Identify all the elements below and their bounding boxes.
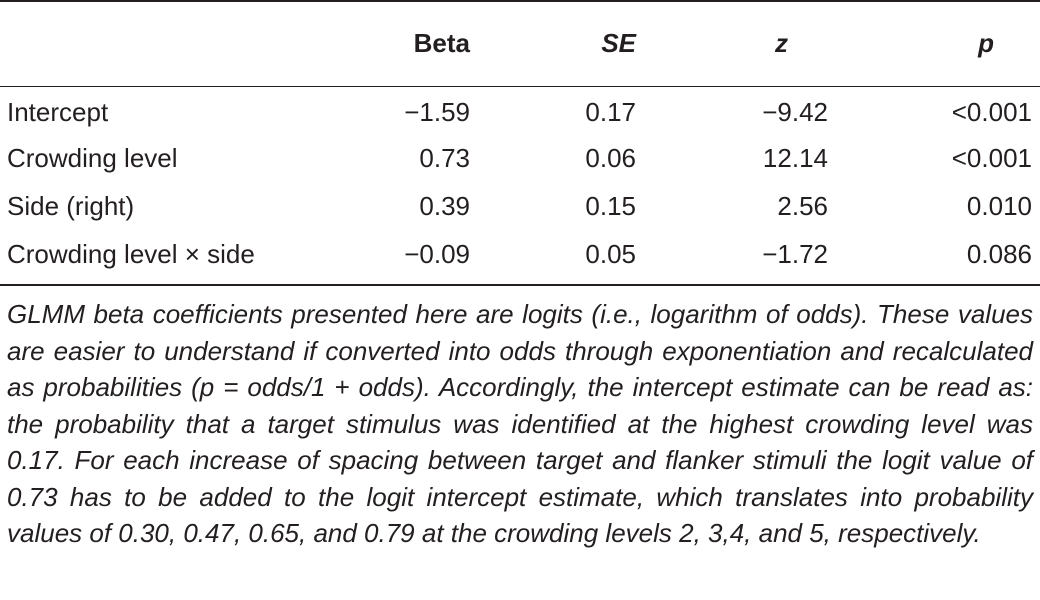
- row-label: Side (right): [7, 190, 135, 221]
- header-p: p: [978, 27, 994, 58]
- header-z: z: [775, 27, 788, 58]
- cell-p: 0.010: [966, 190, 1032, 221]
- table-row: [0, 182, 1040, 230]
- cell-p: <0.001: [951, 96, 1032, 127]
- cell-se: 0.15: [585, 190, 636, 221]
- table-row: [0, 230, 1040, 278]
- table-header-row: [0, 0, 1040, 86]
- table-row: [0, 134, 1040, 182]
- cell-z: 12.14: [762, 142, 828, 173]
- header-label: [0, 0, 300, 86]
- cell-beta: 0.39: [419, 190, 470, 221]
- row-label: Intercept: [7, 96, 109, 127]
- header-se: SE: [601, 27, 636, 58]
- cell-se: 0.17: [585, 96, 636, 127]
- cell-beta: 0.73: [419, 142, 470, 173]
- table-row: [0, 86, 1040, 134]
- cell-se: 0.05: [585, 238, 636, 269]
- cell-beta: −1.59: [404, 96, 470, 127]
- coefficients-table: [0, 0, 1040, 278]
- cell-p: <0.001: [951, 142, 1032, 173]
- cell-z: −9.42: [762, 96, 828, 127]
- cell-se: 0.06: [585, 142, 636, 173]
- table-bottom-rule: [0, 284, 1040, 286]
- cell-beta: −0.09: [404, 238, 470, 269]
- cell-z: −1.72: [762, 238, 828, 269]
- cell-z: 2.56: [777, 190, 828, 221]
- row-label: Crowding level: [7, 142, 178, 173]
- table-footnote: GLMM beta coefficients presented here are logits (i.e., logarithm of odds). These values are easier to understand if converted into odds through exponentiation and recalculated as probabilities (p = odds/1 + odds). Accordingly, the intercept estimate can be read as: the probability that a target stimulus was identified at the highest crowding level was 0.17. For each increase of spacing between target and flanker stimuli the logit value of 0.73 has to be added to the logit intercept estimate, which translates into probability values of 0.30, 0.47, 0.65, and 0.79 at the crowding levels 2, 3,4, and 5, respectively.: [7, 299, 1033, 548]
- cell-p: 0.086: [966, 238, 1032, 269]
- header-beta: Beta: [413, 27, 470, 58]
- row-label: Crowding level × side: [7, 238, 255, 269]
